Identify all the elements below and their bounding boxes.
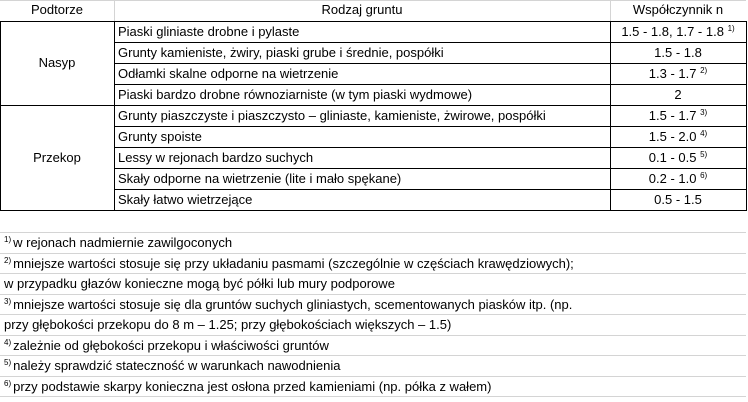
coefficient-cell — [610, 151, 746, 165]
footnote — [4, 359, 340, 375]
coefficient-value: 1.3 - 1.7 — [648, 66, 697, 81]
footnote-number: 4) — [4, 337, 12, 347]
row-divider — [114, 63, 747, 64]
footnote-ref: 1) — [727, 24, 735, 33]
table-border-right — [746, 21, 747, 211]
grid-line — [610, 0, 611, 21]
footnote-number: 3) — [4, 296, 12, 306]
footnote — [4, 277, 395, 291]
footnote-number: 5) — [4, 358, 12, 367]
footnote — [4, 380, 491, 396]
footnote-ref: 3) — [700, 108, 708, 117]
coefficient-cell — [610, 67, 746, 81]
coefficient-value: 1.5 - 1.7 — [648, 108, 697, 123]
footnote — [4, 298, 572, 314]
coefficient-cell — [610, 130, 746, 144]
footnote-text: przy podstawie skarpy konieczna jest osłona przed kamieniami (np. półka z wałem) — [13, 378, 492, 394]
soil-type-cell: Skały odporne na wietrzenie (lite i mało spękane) — [118, 171, 402, 186]
header-coefficient: Współczynnik n — [632, 2, 724, 17]
soil-type-cell: Grunty spoiste — [118, 129, 202, 144]
coefficient-cell — [610, 109, 746, 123]
coefficient-cell — [610, 25, 746, 39]
row-divider — [114, 84, 747, 85]
soil-type-cell: Odłamki skalne odporne na wietrzenie — [118, 66, 339, 81]
footnote-text: zależnie od głębokości przekopu i właściwości gruntów — [13, 337, 329, 353]
column-divider — [114, 21, 115, 211]
footnote-text: w rejonach nadmiernie zawilgoconych — [13, 235, 233, 250]
footnote — [4, 257, 574, 273]
coefficient-value: 0.2 - 1.0 — [648, 171, 697, 186]
footnote — [4, 339, 329, 355]
footnote-text: mniejsze wartości stosuje się przy układaniu pasmami (szczególnie w częściach krawędziowych); — [13, 255, 574, 271]
grid-line — [0, 396, 746, 397]
coefficient-value: 1.5 - 1.8, 1.7 - 1.8 — [621, 24, 724, 39]
grid-line — [0, 253, 746, 254]
row-divider — [114, 147, 747, 148]
grid-line — [0, 355, 746, 356]
grid-line — [114, 0, 115, 21]
grid-line — [0, 273, 746, 274]
footnote-number: 1) — [4, 235, 12, 244]
header-soil: Rodzaj gruntu — [321, 2, 403, 17]
grid-line — [0, 232, 746, 233]
coefficient-cell — [610, 193, 746, 207]
coefficient-cell — [610, 46, 746, 60]
coefficient-cell — [610, 88, 746, 102]
footnote-text: mniejsze wartości stosuje się dla gruntów suchych gliniastych, scementowanych piasków itp. (np. — [13, 296, 573, 312]
coefficient-cell — [610, 172, 746, 186]
footnote — [4, 236, 232, 252]
header-layer: Podtorze — [30, 2, 84, 17]
soil-type-cell: Piaski bardzo drobne równoziarniste (w tym piaski wydmowe) — [118, 87, 473, 102]
row-divider — [114, 189, 747, 190]
row-divider — [114, 126, 747, 127]
soil-type-cell: Lessy w rejonach bardzo suchych — [118, 150, 314, 165]
soil-type-cell: Grunty kamieniste, żwiry, piaski grube i średnie, pospółki — [118, 45, 444, 60]
footnote — [4, 318, 451, 332]
row-divider — [114, 42, 747, 43]
footnote-ref: 2) — [700, 66, 708, 75]
footnote-ref: 5) — [700, 150, 708, 159]
grid-line — [0, 294, 746, 295]
group-divider — [0, 210, 747, 211]
table-border-left — [0, 21, 1, 211]
group-label-nasyp: Nasyp — [38, 55, 76, 70]
footnote-text: należy sprawdzić stateczność w warunkach nawodnienia — [13, 358, 341, 373]
grid-line — [0, 335, 746, 336]
footnote-number: 2) — [4, 255, 12, 265]
row-divider — [114, 168, 747, 169]
soil-type-cell: Skały łatwo wietrzejące — [118, 192, 253, 207]
footnote-text: w przypadku głazów konieczne mogą być półki lub mury podporowe — [4, 276, 395, 291]
footnote-ref: 4) — [700, 129, 708, 138]
coefficient-value: 0.1 - 0.5 — [648, 150, 697, 165]
coefficient-value: 1.5 - 2.0 — [648, 129, 697, 144]
footnote-text: przy głębokości przekopu do 8 m – 1.25; przy głębokościach większych – 1.5) — [4, 317, 452, 332]
grid-line — [0, 314, 746, 315]
footnote-ref: 6) — [700, 171, 708, 180]
coefficient-value: 0.5 - 1.5 — [654, 192, 702, 207]
column-divider — [610, 21, 611, 211]
grid-line — [0, 376, 746, 377]
coefficient-value: 1.5 - 1.8 — [654, 45, 702, 60]
footnote-number: 6) — [4, 378, 12, 388]
coefficient-value: 2 — [674, 87, 682, 102]
group-label-przekop: Przekop — [33, 150, 81, 165]
soil-type-cell: Grunty piaszczyste i piaszczysto – gliniaste, kamieniste, żwirowe, pospółki — [118, 108, 546, 123]
soil-type-cell: Piaski gliniaste drobne i pylaste — [118, 24, 300, 39]
